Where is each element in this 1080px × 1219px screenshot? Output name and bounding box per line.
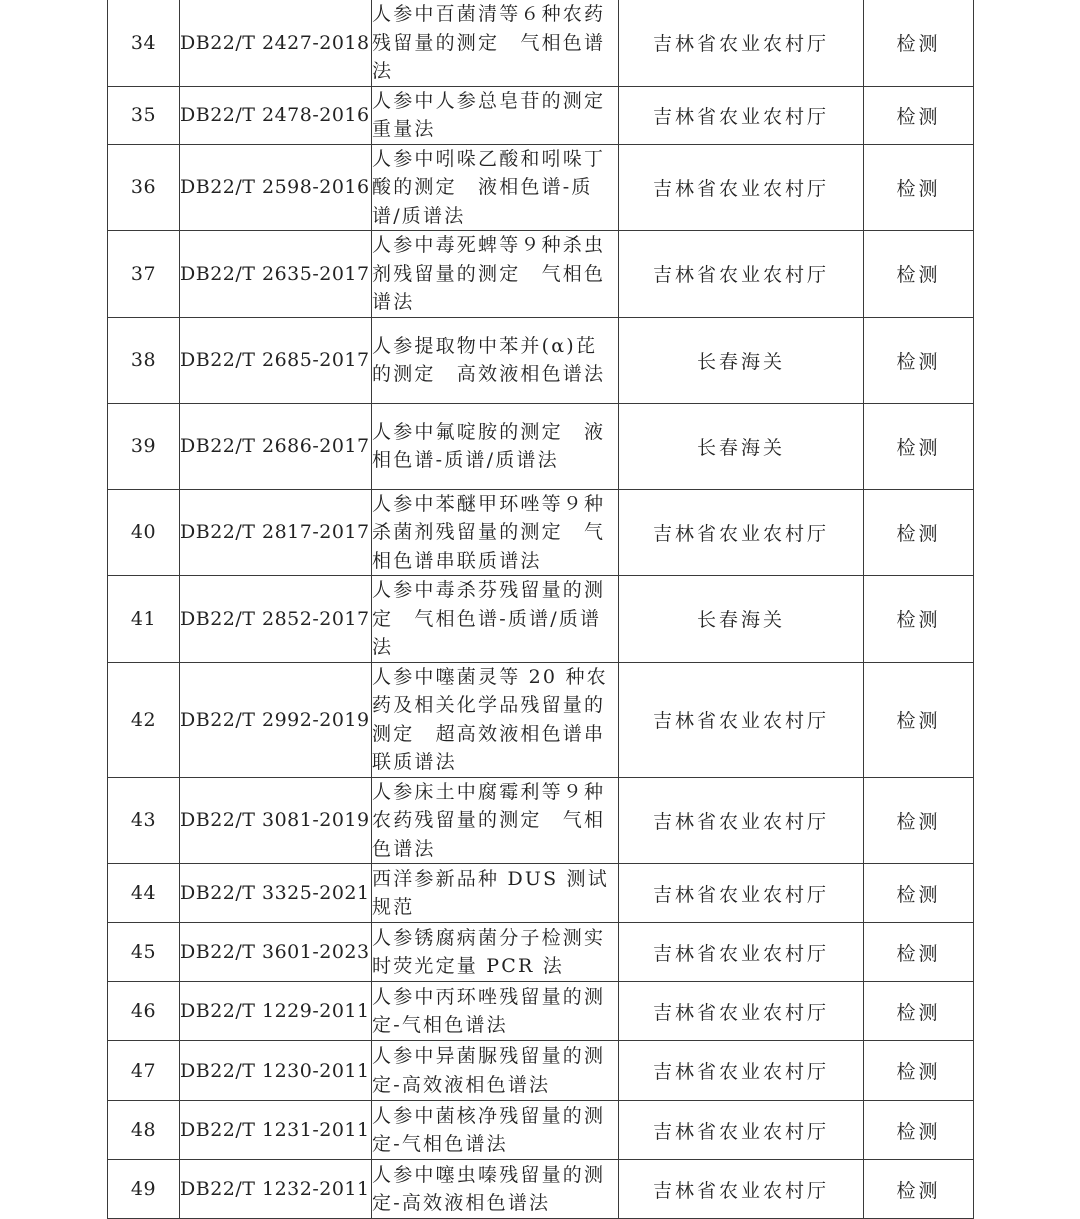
standard-name-text: 人参床土中腐霉利等９种农药残留量的测定 气相色谱法 xyxy=(372,780,606,860)
standard-name xyxy=(372,86,627,144)
row-number: 37 xyxy=(108,231,180,318)
standard-name xyxy=(372,1160,619,1219)
standard-category: 检测 xyxy=(864,86,974,144)
table-row xyxy=(108,86,974,144)
standard-name xyxy=(372,982,619,1041)
row-number: 36 xyxy=(108,144,180,231)
row-number: 46 xyxy=(108,982,180,1041)
table-row xyxy=(108,1041,974,1101)
table-row xyxy=(108,144,974,231)
table-body xyxy=(108,0,974,1219)
standard-code: DB22/T 2686-2017 xyxy=(180,403,372,489)
standard-name xyxy=(372,777,619,864)
row-number: 40 xyxy=(108,489,180,576)
row-number: 47 xyxy=(108,1041,180,1101)
standard-category: 检测 xyxy=(864,403,974,489)
standard-name-text: 人参中氟啶胺的测定 液相色谱-质谱/质谱法 xyxy=(372,420,606,471)
standard-category: 检测 xyxy=(864,0,974,86)
responsible-department: 吉林省农业农村厅 xyxy=(619,231,864,318)
standard-name-text: 人参中噻虫嗪残留量的测定-高效液相色谱法 xyxy=(372,1163,606,1214)
standard-category: 检测 xyxy=(864,864,974,923)
table-row xyxy=(108,923,974,982)
standard-name-text: 人参中人参总皂苷的测定 重量法 xyxy=(372,89,627,140)
standard-category: 检测 xyxy=(864,662,974,777)
standard-name xyxy=(372,403,619,489)
row-number: 45 xyxy=(108,923,180,982)
responsible-department: 吉林省农业农村厅 xyxy=(619,982,864,1041)
table-row xyxy=(108,317,974,403)
responsible-department: 吉林省农业农村厅 xyxy=(619,1101,864,1160)
responsible-department: 吉林省农业农村厅 xyxy=(619,1160,864,1219)
row-number: 44 xyxy=(108,864,180,923)
standard-category: 检测 xyxy=(864,982,974,1041)
standard-code: DB22/T 1230-2011 xyxy=(180,1041,372,1101)
standard-name xyxy=(372,1101,619,1160)
responsible-department: 吉林省农业农村厅 xyxy=(619,86,864,144)
responsible-department: 吉林省农业农村厅 xyxy=(619,777,864,864)
standard-name-text: 人参中毒死蜱等９种杀虫剂残留量的测定 气相色谱法 xyxy=(372,234,606,313)
standard-name-text: 人参中菌核净残留量的测定-气相色谱法 xyxy=(372,1104,606,1155)
standard-code: DB22/T 3325-2021 xyxy=(180,864,372,923)
standard-code: DB22/T 2598-2016 xyxy=(180,144,372,231)
standard-name-text: 人参锈腐病菌分子检测实时荧光定量 PCR 法 xyxy=(372,926,606,977)
table-row xyxy=(108,1101,974,1160)
standard-category: 检测 xyxy=(864,923,974,982)
standard-name-text: 西洋参新品种 DUS 测试规范 xyxy=(372,867,609,918)
table-row xyxy=(108,1160,974,1219)
standard-code: DB22/T 2817-2017 xyxy=(180,489,372,576)
standard-category: 检测 xyxy=(864,1160,974,1219)
responsible-department: 吉林省农业农村厅 xyxy=(619,1041,864,1101)
standard-name-text: 人参中异菌脲残留量的测定-高效液相色谱法 xyxy=(372,1045,606,1096)
row-number: 42 xyxy=(108,662,180,777)
responsible-department: 长春海关 xyxy=(619,317,864,403)
row-number: 43 xyxy=(108,777,180,864)
standard-name-text: 人参中百菌清等６种农药残留量的测定 气相色谱法 xyxy=(372,3,606,82)
row-number: 39 xyxy=(108,403,180,489)
standard-code: DB22/T 2478-2016 xyxy=(180,86,372,144)
responsible-department: 长春海关 xyxy=(619,403,864,489)
standard-category: 检测 xyxy=(864,489,974,576)
responsible-department: 吉林省农业农村厅 xyxy=(619,662,864,777)
row-number: 41 xyxy=(108,576,180,663)
responsible-department: 吉林省农业农村厅 xyxy=(619,144,864,231)
standard-name-text: 人参中毒杀芬残留量的测定 气相色谱-质谱/质谱法 xyxy=(372,579,606,658)
standard-category: 检测 xyxy=(864,576,974,663)
standard-code: DB22/T 2685-2017 xyxy=(180,317,372,403)
standard-code: DB22/T 2852-2017 xyxy=(180,576,372,663)
standard-name-text: 人参中苯醚甲环唑等９种杀菌剂残留量的测定 气相色谱串联质谱法 xyxy=(372,492,606,572)
standard-name-text: 人参中丙环唑残留量的测定-气相色谱法 xyxy=(372,985,606,1036)
standard-name-text: 人参提取物中苯并(α)芘的测定 高效液相色谱法 xyxy=(372,334,606,385)
standards-table xyxy=(107,0,974,1219)
standard-code: DB22/T 3601-2023 xyxy=(180,923,372,982)
table-row xyxy=(108,982,974,1041)
standard-name xyxy=(372,231,619,318)
standard-name xyxy=(372,662,619,777)
standard-category: 检测 xyxy=(864,777,974,864)
row-number: 34 xyxy=(108,0,180,86)
standard-category: 检测 xyxy=(864,231,974,318)
standard-category: 检测 xyxy=(864,317,974,403)
standard-name xyxy=(372,0,619,86)
responsible-department: 吉林省农业农村厅 xyxy=(619,864,864,923)
standard-name xyxy=(372,144,619,231)
responsible-department: 吉林省农业农村厅 xyxy=(619,0,864,86)
standard-name xyxy=(372,317,619,403)
row-number: 49 xyxy=(108,1160,180,1219)
row-number: 35 xyxy=(108,86,180,144)
responsible-department: 吉林省农业农村厅 xyxy=(619,489,864,576)
standard-category: 检测 xyxy=(864,1101,974,1160)
standard-code: DB22/T 1229-2011 xyxy=(180,982,372,1041)
table-row xyxy=(108,403,974,489)
responsible-department: 吉林省农业农村厅 xyxy=(619,923,864,982)
standard-name xyxy=(372,489,619,576)
standard-name-text: 人参中吲哚乙酸和吲哚丁酸的测定 液相色谱-质谱/质谱法 xyxy=(372,147,606,227)
table-row xyxy=(108,662,974,777)
standard-name xyxy=(372,864,619,923)
standard-code: DB22/T 1231-2011 xyxy=(180,1101,372,1160)
standard-name-text: 人参中噻菌灵等 20 种农药及相关化学品残留量的测定 超高效液相色谱串联质谱法 xyxy=(372,665,608,773)
standard-code: DB22/T 1232-2011 xyxy=(180,1160,372,1219)
standard-name xyxy=(372,923,619,982)
standard-code: DB22/T 2427-2018 xyxy=(180,0,372,86)
row-number: 48 xyxy=(108,1101,180,1160)
row-number: 38 xyxy=(108,317,180,403)
table-row xyxy=(108,777,974,864)
standard-code: DB22/T 2992-2019 xyxy=(180,662,372,777)
standard-code: DB22/T 2635-2017 xyxy=(180,231,372,318)
table-row xyxy=(108,231,974,318)
standard-category: 检测 xyxy=(864,1041,974,1101)
table-row xyxy=(108,576,974,663)
table-row xyxy=(108,489,974,576)
standard-category: 检测 xyxy=(864,144,974,231)
standard-code: DB22/T 3081-2019 xyxy=(180,777,372,864)
table-row xyxy=(108,864,974,923)
table-row xyxy=(108,0,974,86)
standard-name xyxy=(372,576,619,663)
standard-name xyxy=(372,1041,619,1101)
responsible-department: 长春海关 xyxy=(619,576,864,663)
